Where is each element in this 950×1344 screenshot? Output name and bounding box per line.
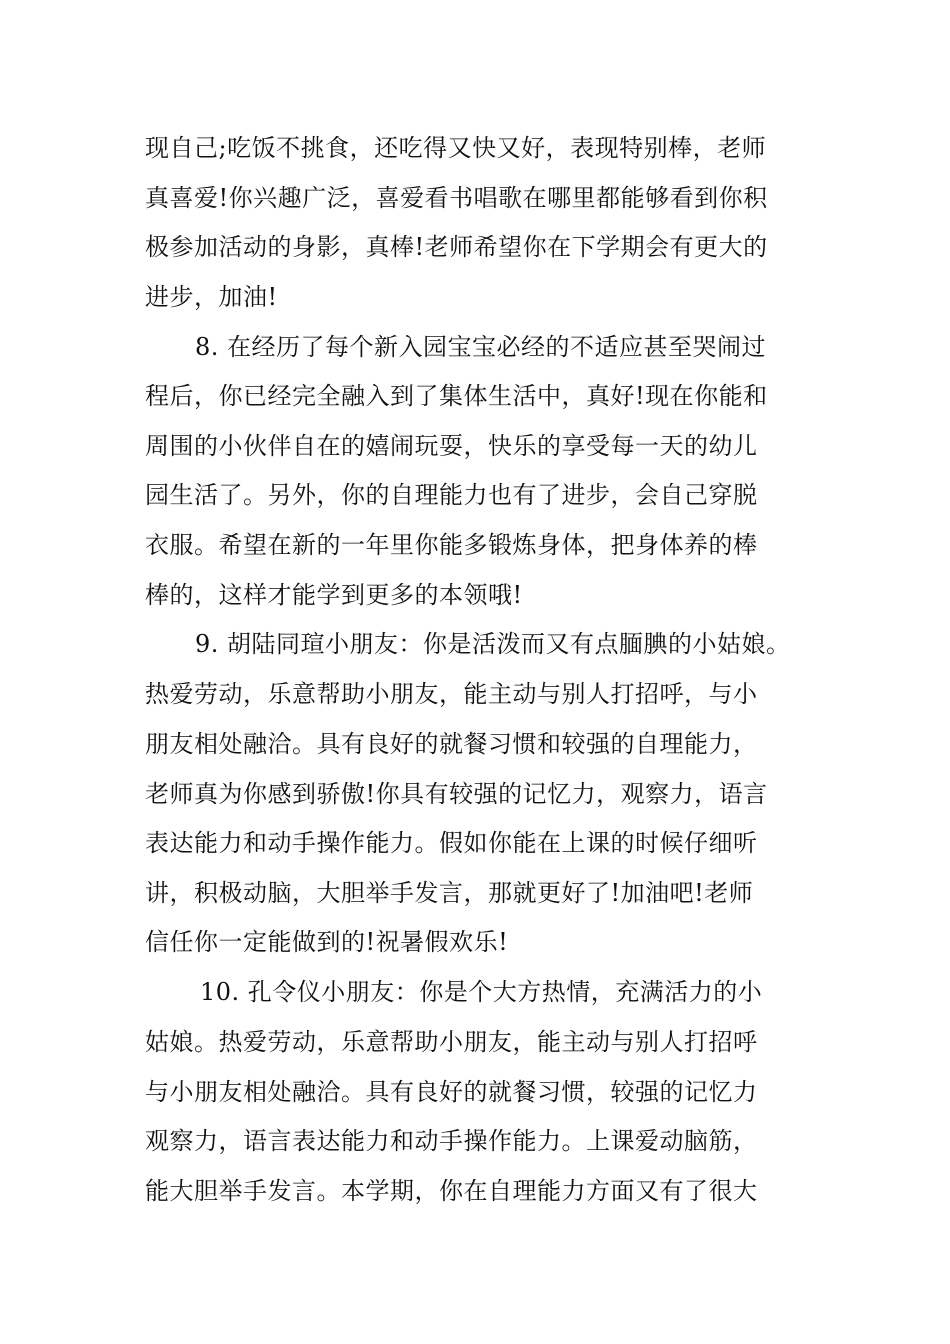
- text-line: 衣服。希望在新的一年里你能多锻炼身体，把身体养的棒: [145, 531, 758, 559]
- text-line: 与小朋友相处融洽。具有良好的就餐习惯，较强的记忆力: [145, 1078, 758, 1106]
- text-line: 观察力，语言表达能力和动手操作能力。上课爱动脑筋，: [145, 1127, 758, 1155]
- item-8-first-line: 8. 在经历了每个新入园宝宝必经的不适应甚至哭闹过: [195, 333, 767, 361]
- text-line: 热爱劳动，乐意帮助小朋友，能主动与别人打招呼，与小: [145, 680, 758, 708]
- item-9-first-line: 9. 胡陆同瑄小朋友：你是活泼而又有点腼腆的小姑娘。: [195, 630, 791, 658]
- item-10-first-line: 10. 孔令仪小朋友：你是个大方热情，充满活力的小: [200, 978, 763, 1006]
- text-line: 周围的小伙伴自在的嬉闹玩耍，快乐的享受每一天的幼儿: [145, 432, 758, 460]
- text-line: 真喜爱!你兴趣广泛，喜爱看书唱歌在哪里都能够看到你积: [145, 184, 768, 212]
- text-line: 表达能力和动手操作能力。假如你能在上课的时候仔细听: [145, 829, 758, 857]
- text-line: 园生活了。另外，你的自理能力也有了进步，会自己穿脱: [145, 481, 758, 509]
- text-line: 能大胆举手发言。本学期，你在自理能力方面又有了很大: [145, 1177, 758, 1205]
- text-line: 姑娘。热爱劳动，乐意帮助小朋友，能主动与别人打招呼: [145, 1028, 758, 1056]
- text-line: 现自己;吃饭不挑食，还吃得又快又好，表现特别棒，老师: [145, 134, 767, 162]
- text-line: 信任你一定能做到的!祝暑假欢乐!: [145, 928, 509, 956]
- text-line: 进步，加油!: [145, 283, 278, 311]
- text-line: 棒的，这样才能学到更多的本领哦!: [145, 581, 523, 609]
- text-line: 朋友相处融洽。具有良好的就餐习惯和较强的自理能力，: [145, 730, 758, 758]
- text-line: 讲，积极动脑，大胆举手发言，那就更好了!加油吧!老师: [145, 879, 754, 907]
- text-line: 老师真为你感到骄傲!你具有较强的记忆力，观察力，语言: [145, 780, 768, 808]
- text-line: 程后，你已经完全融入到了集体生活中，真好!现在你能和: [145, 382, 768, 410]
- text-line: 极参加活动的身影，真棒!老师希望你在下学期会有更大的: [145, 233, 768, 261]
